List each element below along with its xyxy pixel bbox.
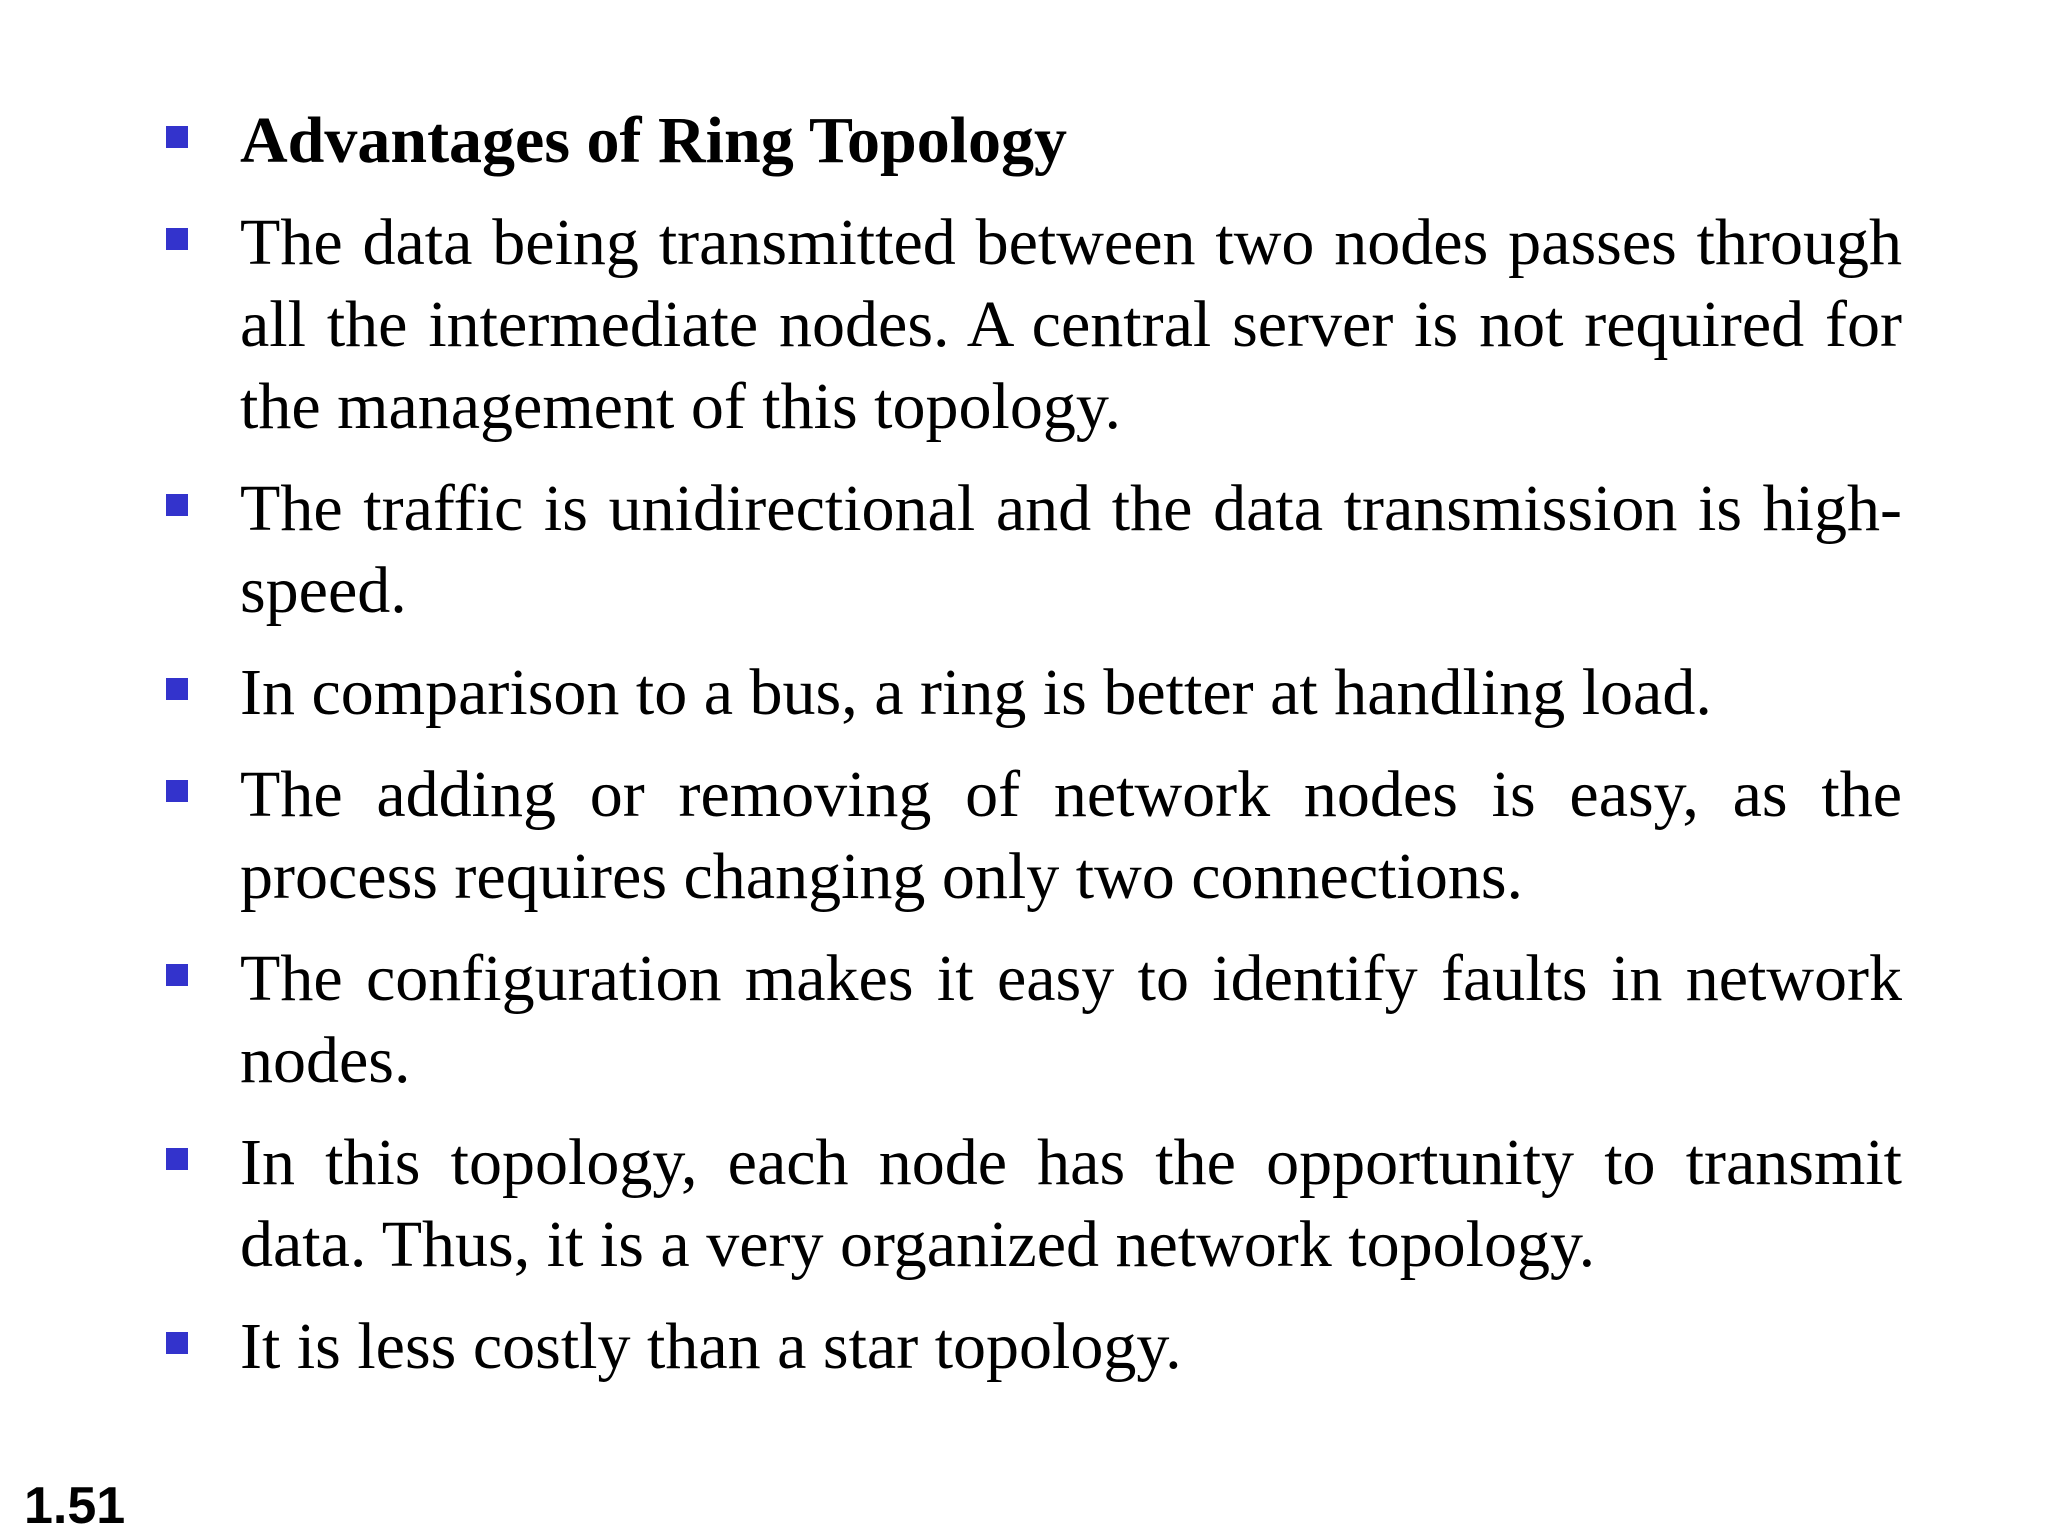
square-bullet-icon bbox=[166, 964, 188, 986]
bullet-text: It is less costly than a star topology. bbox=[240, 1310, 1182, 1383]
square-bullet-icon bbox=[166, 1148, 188, 1170]
slide-heading: Advantages of Ring Topology bbox=[240, 104, 1068, 177]
list-item bbox=[160, 754, 1902, 918]
bullet-text: The configuration makes it easy to identify faults in network nodes. bbox=[240, 942, 1902, 1097]
list-item bbox=[160, 468, 1902, 632]
square-bullet-icon bbox=[166, 1332, 188, 1354]
square-bullet-icon bbox=[166, 494, 188, 516]
bullet-text: The traffic is unidirectional and the data transmission is high-speed. bbox=[240, 472, 1902, 627]
list-item bbox=[160, 202, 1902, 448]
bullet-text: The data being transmitted between two nodes passes through all the intermediate nodes. A central server is not required for the management of this topology. bbox=[240, 206, 1902, 443]
bullet-list bbox=[160, 100, 1902, 1388]
bullet-text: The adding or removing of network nodes is easy, as the process requires changing only two connections. bbox=[240, 758, 1902, 913]
slide-number: 1.51 bbox=[24, 1477, 126, 1535]
list-item bbox=[160, 652, 1902, 734]
list-item bbox=[160, 938, 1902, 1102]
square-bullet-icon bbox=[166, 228, 188, 250]
square-bullet-icon bbox=[166, 126, 188, 148]
heading-item bbox=[160, 100, 1902, 182]
list-item bbox=[160, 1306, 1902, 1388]
list-item bbox=[160, 1122, 1902, 1286]
slide-content bbox=[160, 100, 1902, 1408]
square-bullet-icon bbox=[166, 678, 188, 700]
bullet-text: In comparison to a bus, a ring is better at handling load. bbox=[240, 656, 1712, 729]
square-bullet-icon bbox=[166, 780, 188, 802]
bullet-text: In this topology, each node has the opportunity to transmit data. Thus, it is a very organized network topology. bbox=[240, 1126, 1902, 1281]
